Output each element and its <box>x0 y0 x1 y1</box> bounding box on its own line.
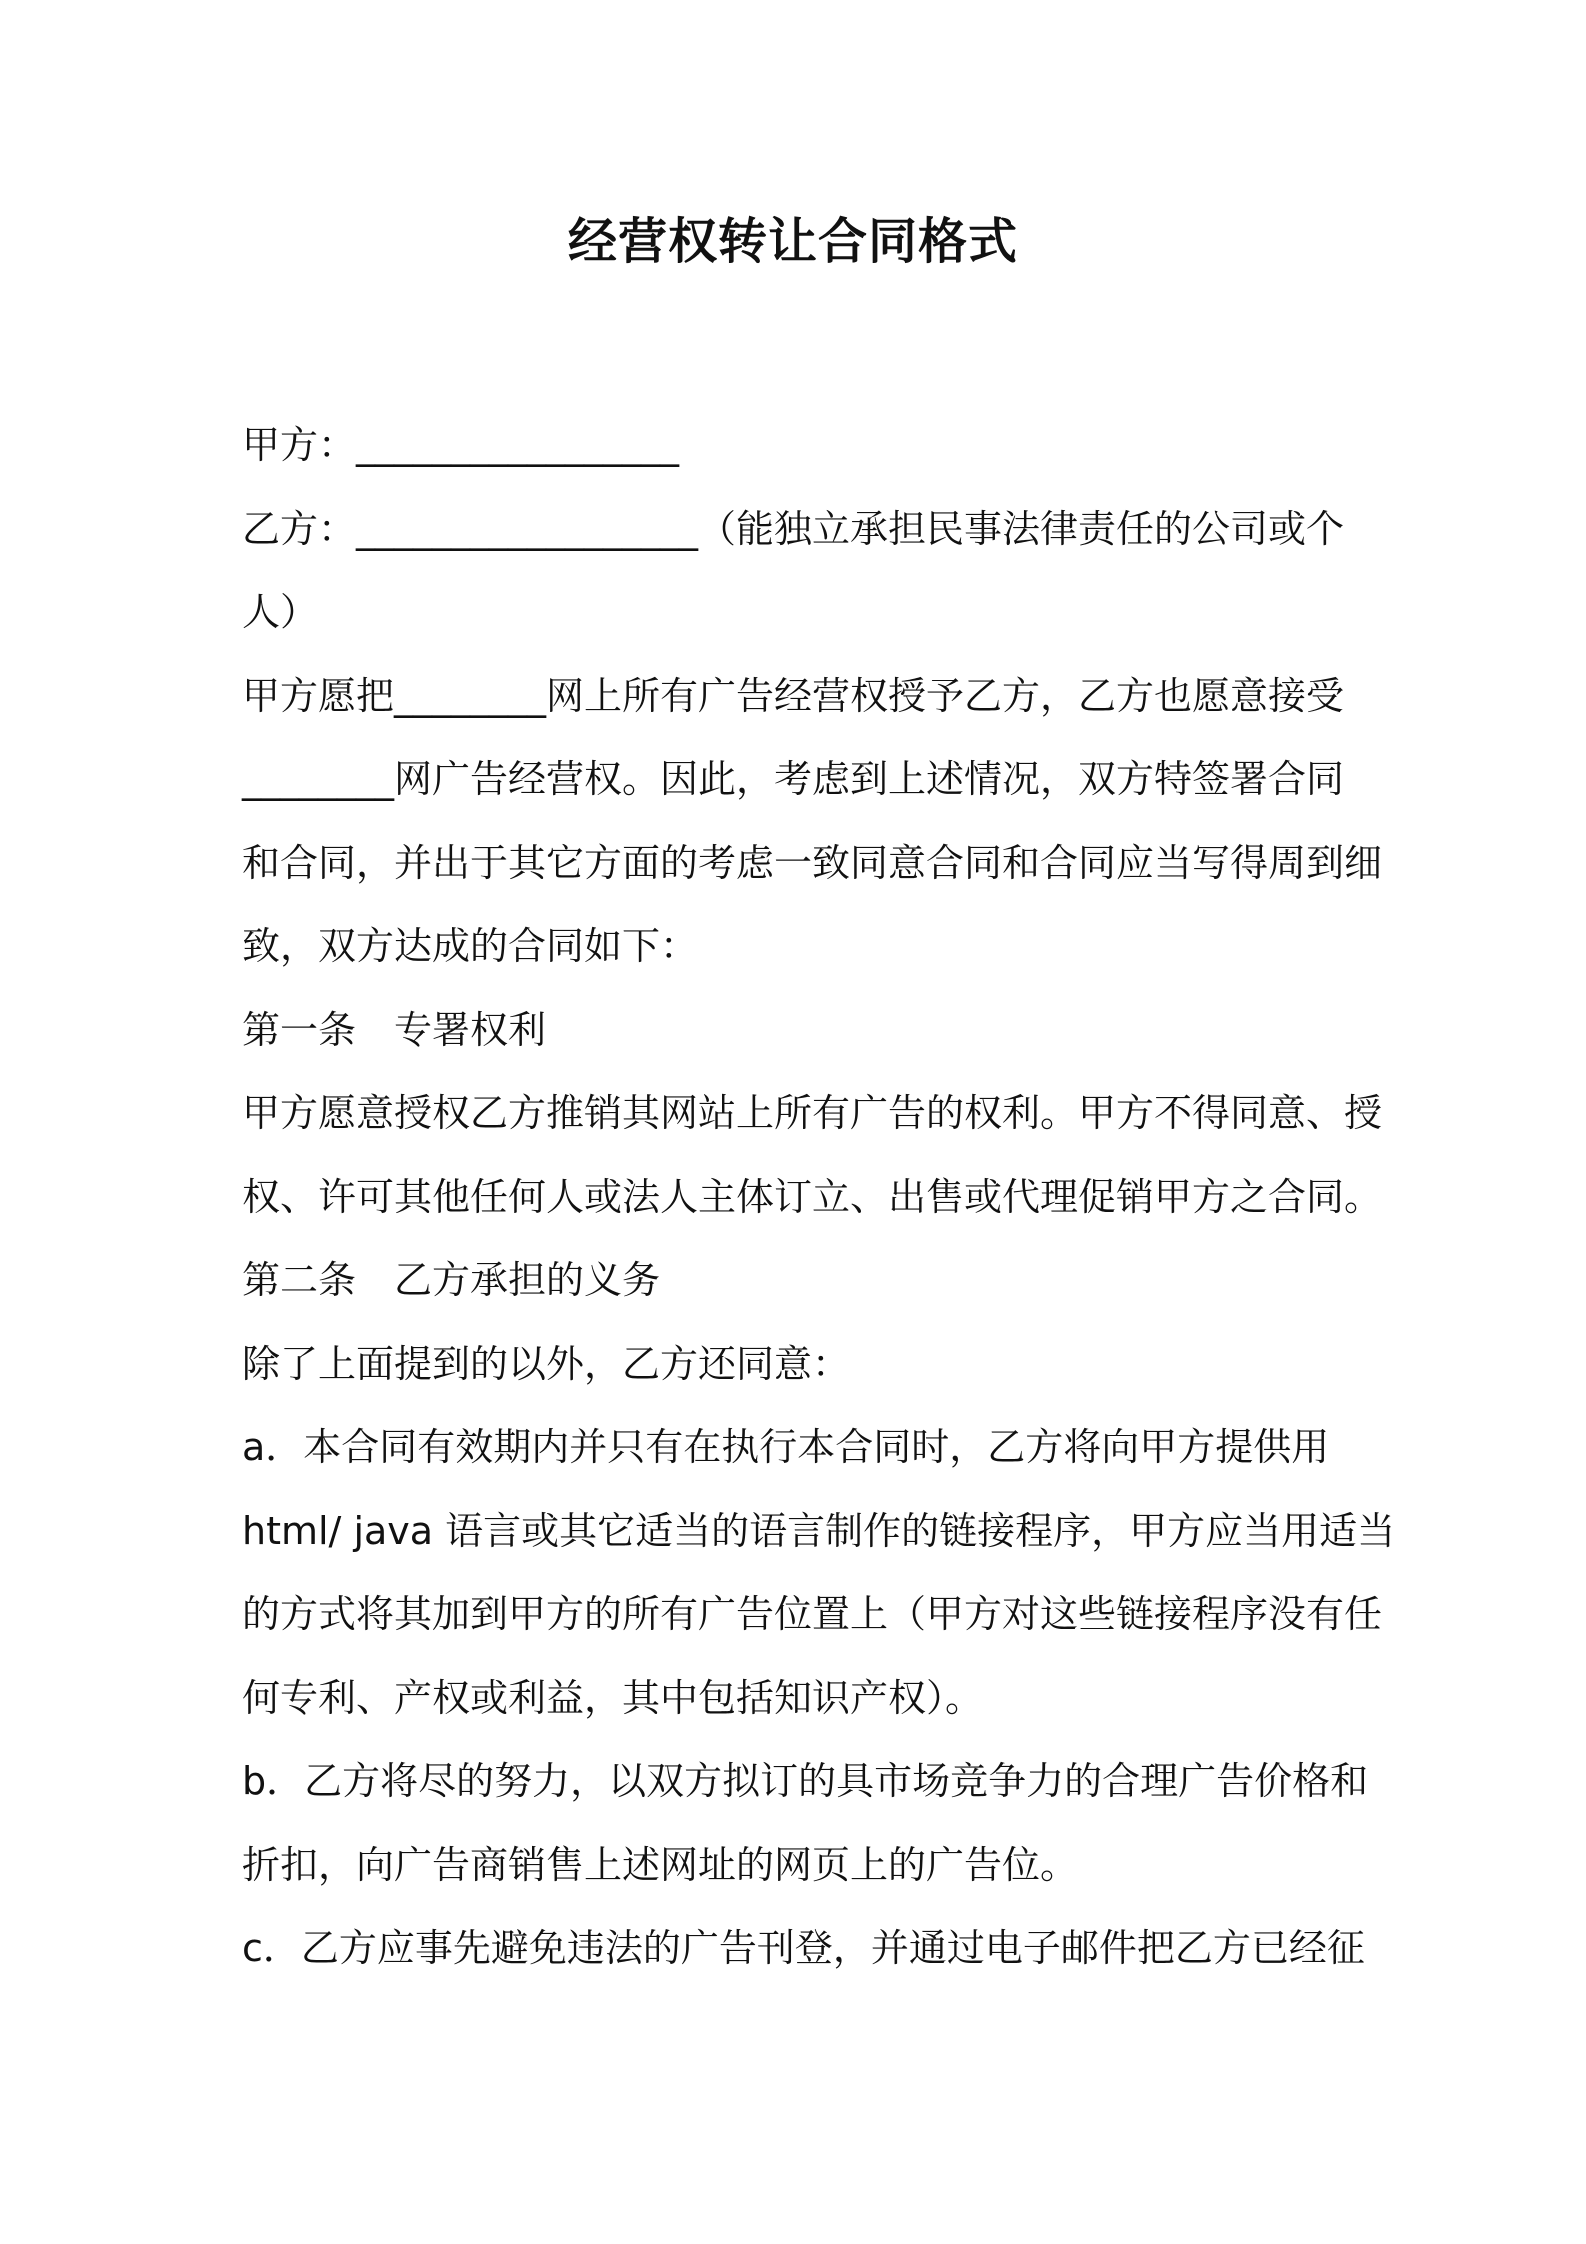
party-a-line: 甲方：_________________ <box>242 423 680 467</box>
clause-b-line-1: b．乙方将尽的努力，以双方拟订的具市场竞争力的合理广告价格和 <box>242 1759 1369 1803</box>
party-b-line: 乙方：__________________（能独立承担民事法律责任的公司或个 <box>242 506 1345 551</box>
clause-b-line-2: 折扣，向广告商销售上述网址的网页上的广告位。 <box>242 1842 1079 1887</box>
preamble-line-1: 甲方愿把________网上所有广告经营权授予乙方，乙方也愿意接受 <box>242 673 1345 718</box>
article-2-heading: 第二条 乙方承担的义务 <box>242 1258 661 1302</box>
clause-c-line-1: c．乙方应事先避免违法的广告刊登，并通过电子邮件把乙方已经征 <box>242 1926 1365 1970</box>
clause-a-line-1: a．本合同有效期内并只有在执行本合同时，乙方将向甲方提供用 <box>242 1425 1330 1469</box>
article-2-intro: 除了上面提到的以外，乙方还同意： <box>242 1341 851 1386</box>
preamble-line-2: ________网广告经营权。因此，考虑到上述情况，双方特签署合同 <box>242 757 1345 801</box>
clause-a-line-4: 何专利、产权或利益，其中包括知识产权）。 <box>242 1675 984 1720</box>
document-body <box>242 404 1396 1991</box>
clause-a-line-2: html/ java 语言或其它适当的语言制作的链接程序，甲方应当用适当 <box>242 1508 1396 1553</box>
article-1-line-2: 权、许可其他任何人或法人主体订立、出售或代理促销甲方之合同。 <box>242 1174 1383 1219</box>
clause-a-line-3: 的方式将其加到甲方的所有广告位置上（甲方对这些链接程序没有任 <box>242 1592 1383 1636</box>
article-1-line-1: 甲方愿意授权乙方推销其网站上所有广告的权利。甲方不得同意、授 <box>242 1091 1383 1135</box>
article-1-heading: 第一条 专署权利 <box>242 1007 547 1052</box>
preamble-line-3: 和合同，并出于其它方面的考虑一致同意合同和合同应当写得周到细 <box>242 840 1383 885</box>
document-title: 经营权转让合同格式 <box>567 213 1018 270</box>
preamble-line-4: 致，双方达成的合同如下： <box>242 924 699 968</box>
party-b-line-cont: 人） <box>242 590 319 634</box>
